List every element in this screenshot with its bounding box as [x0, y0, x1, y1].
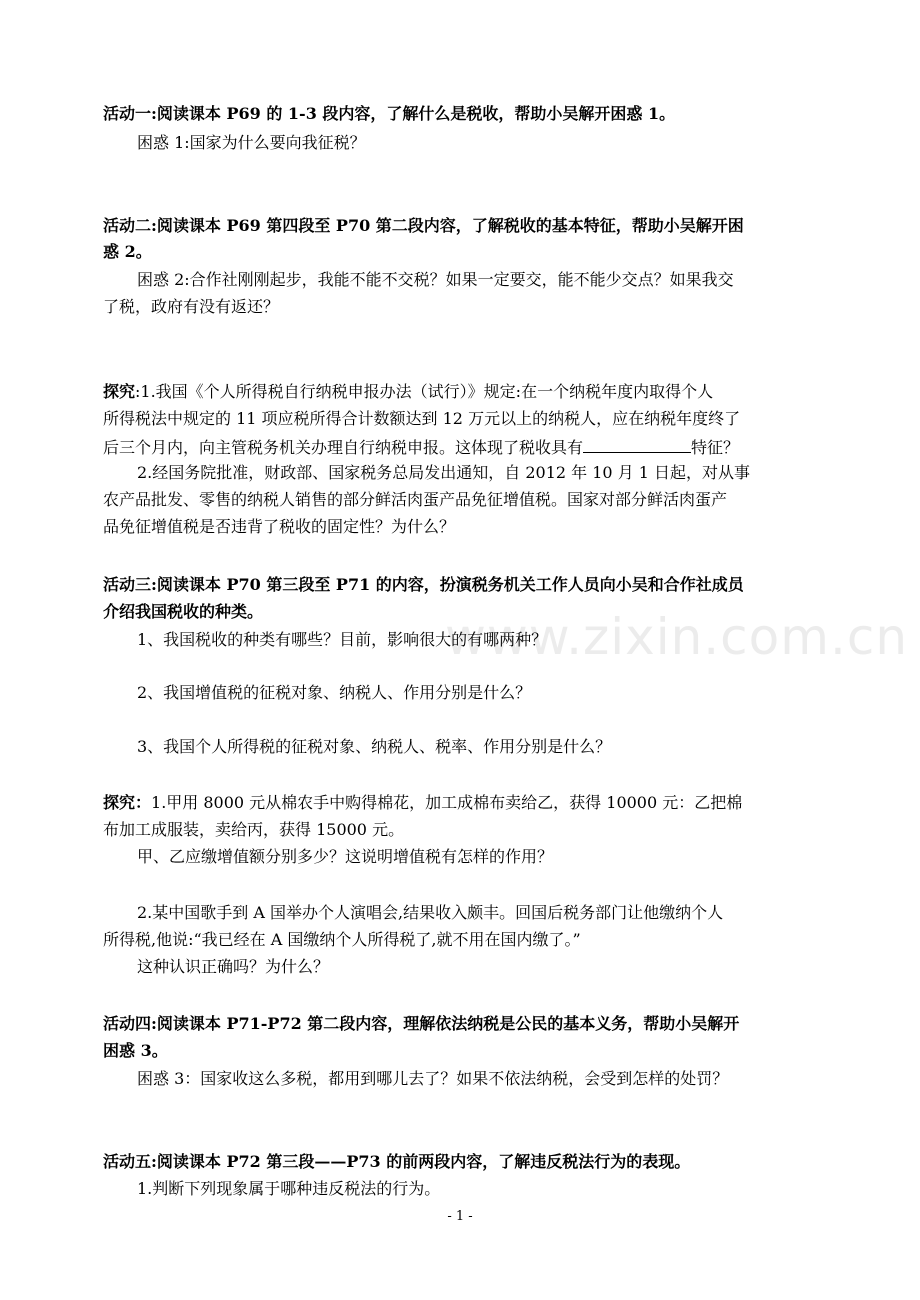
explore2-item1-line2: 布加工成服装，卖给丙，获得 15000 元。	[103, 820, 405, 839]
activity4-title-line2: 困惑 3。	[103, 1041, 168, 1060]
explore1-label: 探究	[103, 382, 136, 401]
explore2-label: 探究：	[103, 793, 152, 812]
activity2-question-line1: 困惑 2:合作社刚刚起步，我能不能不交税？如果一定要交，能不能少交点？如果我交	[137, 270, 734, 289]
explore1-item1-text: :1.我国《个人所得税自行纳税申报办法（试行）》规定:在一个纳税年度内取得个人	[135, 382, 714, 401]
activity3-question1: 1、我国税收的种类有哪些？目前，影响很大的有哪两种？	[137, 630, 548, 649]
explore2-item1-question: 甲、乙应缴增值额分别多少？这说明增值税有怎样的作用？	[137, 847, 554, 866]
page-number: - 1 -	[447, 1209, 473, 1224]
explore1-item2-line2: 农产品批发、零售的纳税人销售的部分鲜活肉蛋产品免征增值税。国家对部分鲜活肉蛋产	[103, 490, 728, 509]
explore2-item2-line2: 所得税,他说:“我已经在 A 国缴纳个人所得税了,就不用在国内缴了。”	[103, 930, 581, 949]
activity2-title-line2: 惑 2。	[103, 242, 152, 261]
activity5-title: 活动五:阅读课本 P72 第三段——P73 的前两段内容，了解违反税法行为的表现。	[103, 1152, 691, 1171]
explore1-item2-line3: 品免征增值税是否违背了税收的固定性？为什么？	[103, 517, 456, 536]
activity4-title-line1: 活动四:阅读课本 P71-P72 第二段内容，理解依法纳税是公民的基本义务，帮助小吴解开	[103, 1014, 740, 1033]
activity2-title-line1: 活动二:阅读课本 P69 第四段至 P70 第二段内容，了解税收的基本特征，帮助小吴解开困	[103, 216, 744, 235]
explore1-item1-line1	[103, 380, 825, 404]
activity5-item1: 1.判断下列现象属于哪种违反税法的行为。	[137, 1179, 441, 1198]
activity2-question-line2: 了税，政府有没有返还？	[103, 297, 280, 316]
answer-blank[interactable]	[583, 434, 691, 453]
activity4-question: 困惑 3：国家收这么多税，都用到哪儿去了？如果不依法纳税，会受到怎样的处罚？	[137, 1069, 729, 1088]
explore1-item2-line1: 2.经国务院批准，财政部、国家税务总局发出通知，自 2012 年 10 月 1 日起，对从事	[137, 463, 751, 482]
activity1-title: 活动一:阅读课本 P69 的 1-3 段内容，了解什么是税收，帮助小吴解开困惑 1。	[103, 104, 676, 123]
explore2-item2-question: 这种认识正确吗？为什么？	[137, 957, 330, 976]
activity3-title-line1: 活动三:阅读课本 P70 第三段至 P71 的内容，扮演税务机关工作人员向小吴和合作社成员	[103, 575, 744, 594]
explore1-item1-line3	[103, 434, 825, 458]
explore2-item1-line1	[103, 791, 825, 815]
explore1-item1-line2: 所得税法中规定的 11 项应税所得合计数额达到 12 万元以上的纳税人，应在纳税年度终了	[103, 409, 741, 428]
explore2-item2-line1: 2.某中国歌手到 A 国举办个人演唱会,结果收入颇丰。回国后税务部门让他缴纳个人	[137, 903, 724, 922]
activity1-question: 困惑 1:国家为什么要向我征税？	[137, 133, 366, 152]
activity3-title-line2: 介绍我国税收的种类。	[103, 602, 264, 621]
activity3-question3: 3、我国个人所得税的征税对象、纳税人、税率、作用分别是什么？	[137, 737, 612, 756]
explore1-item1-line3-after: 特征？	[691, 438, 740, 457]
activity3-question2: 2、我国增值税的征税对象、纳税人、作用分别是什么？	[137, 683, 532, 702]
explore1-item1-line3-before: 后三个月内，向主管税务机关办理自行纳税申报。这体现了税收具有	[103, 438, 584, 457]
explore2-item1-text: 1.甲用 8000 元从棉农手中购得棉花，加工成棉布卖给乙，获得 10000 元：乙把棉	[151, 793, 743, 812]
watermark: www.zixin.com.cn	[445, 608, 909, 666]
